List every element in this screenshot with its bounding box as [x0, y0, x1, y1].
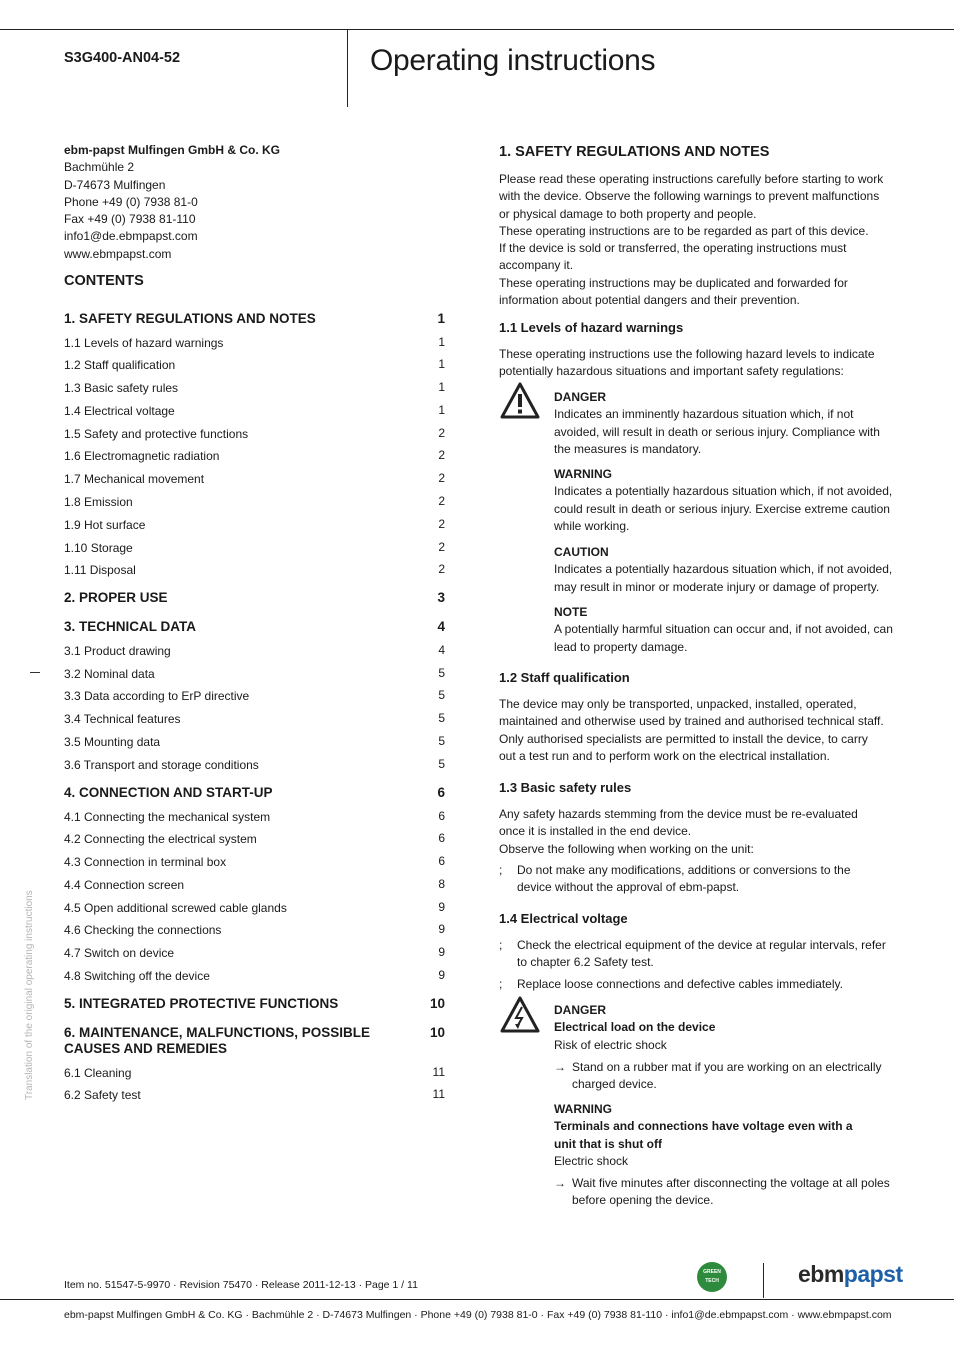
address-city: D-74673 Mulfingen: [64, 177, 166, 192]
s14-bullet1-line2: to chapter 6.2 Safety test.: [517, 955, 654, 970]
address-fax: Fax +49 (0) 7938 81-110: [64, 212, 196, 227]
text-line: Please read these operating instructions carefully before starting to work: [499, 172, 884, 186]
toc-item[interactable]: [64, 380, 451, 396]
text-line: If the device is sold or transferred, the operating instructions must: [499, 241, 847, 256]
toc-item[interactable]: [64, 809, 451, 825]
toc-item-page: 5: [438, 688, 445, 702]
toc-item[interactable]: [64, 335, 451, 351]
toc-item[interactable]: [64, 562, 451, 578]
toc-item[interactable]: [64, 785, 451, 801]
toc-item[interactable]: [64, 688, 451, 704]
address-phone: Phone +49 (0) 7938 81-0: [64, 194, 198, 209]
toc-item[interactable]: [64, 471, 451, 487]
warning-voltage-subtitle1: Terminals and connections have voltage even with a: [554, 1119, 853, 1134]
toc-item-label: 6.1 Cleaning: [64, 1066, 132, 1080]
side-note: Translation of the original operating instructions: [24, 890, 35, 1100]
toc-item-label: 6. MAINTENANCE, MALFUNCTIONS, POSSIBLE CAUSES AND REMEDIES: [64, 1025, 371, 1056]
toc-item[interactable]: [64, 831, 451, 847]
toc-item-label: 4.6 Checking the connections: [64, 923, 222, 937]
toc-item-page: 1: [437, 311, 445, 326]
level-danger: [554, 389, 894, 458]
toc-item-page: 10: [429, 996, 445, 1011]
level-caution-text: Indicates a potentially hazardous situation which, if not avoided, may result in minor or moderate injury or damage of property.: [554, 562, 893, 594]
level-danger-title: DANGER: [554, 390, 607, 404]
company-name: ebm-papst Mulfingen GmbH & Co. KG: [64, 143, 280, 157]
s14-bullet1-line1: Check the electrical equipment of the device at regular intervals, refer: [517, 938, 886, 952]
text-line: These operating instructions may be duplicated and forwarded for: [499, 275, 848, 290]
toc-item-label: 4.7 Switch on device: [64, 946, 175, 960]
text-line: These operating instructions are to be regarded as part of this device.: [499, 223, 869, 238]
toc-item-label: 2. PROPER USE: [64, 590, 168, 605]
toc-item-label: 1.6 Electromagnetic radiation: [64, 449, 220, 463]
toc-item-label: 4.5 Open additional screwed cable glands: [64, 901, 287, 915]
warning-action-line1: Wait five minutes after disconnecting the voltage at all poles: [572, 1176, 890, 1190]
section1-intro: [499, 171, 891, 309]
page-title: Operating instructions: [370, 44, 656, 77]
top-rule: [0, 29, 954, 30]
danger-electrical-title: DANGER: [554, 1003, 607, 1017]
toc-item-page: 9: [438, 945, 445, 959]
toc-item-label: 5. INTEGRATED PROTECTIVE FUNCTIONS: [64, 996, 339, 1011]
toc-item[interactable]: [64, 590, 451, 606]
toc-item[interactable]: [64, 854, 451, 870]
s13-bullet-line2: device without the approval of ebm-papst.: [517, 880, 740, 895]
toc-item[interactable]: [64, 877, 451, 893]
toc-item-label: 3.3 Data according to ErP directive: [64, 689, 250, 703]
toc-item[interactable]: [64, 619, 451, 635]
s13-heading: 1.3 Basic safety rules: [499, 780, 632, 795]
toc-item-page: 5: [438, 666, 445, 680]
text-line: out a test run and to perform work on the electrical installation.: [499, 748, 830, 763]
s13-text: [499, 806, 891, 858]
level-note: [554, 604, 894, 656]
contents-heading: CONTENTS: [64, 273, 144, 289]
s13-bullet-line1: Do not make any modifications, additions or conversions to the: [517, 863, 851, 877]
level-note-text: A potentially harmful situation can occur and, if not avoided, can lead to property damage.: [554, 622, 893, 654]
toc-item-label: 3. TECHNICAL DATA: [64, 619, 197, 634]
s12-heading: 1.2 Staff qualification: [499, 670, 630, 685]
toc-item-page: 2: [438, 562, 445, 576]
toc-item-page: 11: [432, 1087, 445, 1101]
toc-item-label: 3.6 Transport and storage conditions: [64, 758, 259, 772]
s11-intro: [499, 346, 891, 381]
toc-item[interactable]: [64, 494, 451, 510]
text-line: potentially hazardous situations and important safety regulations:: [499, 364, 844, 379]
toc-item[interactable]: [64, 922, 451, 938]
level-warning-text: Indicates a potentially hazardous situation which, if not avoided, could result in death or serious injury. Exercise extreme caution while working.: [554, 484, 893, 533]
arrow-icon: →: [554, 1176, 566, 1190]
toc-item[interactable]: [64, 945, 451, 961]
bullet-mark: ;: [499, 938, 503, 952]
address-email[interactable]: info1@de.ebmpapst.com: [64, 229, 198, 244]
text-line: information about potential dangers and their prevention.: [499, 293, 800, 308]
footer-logo-divider: [763, 1263, 764, 1298]
toc-item[interactable]: [64, 968, 451, 984]
toc-item[interactable]: [64, 900, 451, 916]
item-info: Item no. 51547-5-9970 · Revision 75470 · Release 2011-12-13 · Page 1 / 11: [64, 1279, 418, 1291]
toc-item-label: 1.7 Mechanical movement: [64, 472, 205, 486]
s14-heading: 1.4 Electrical voltage: [499, 911, 628, 926]
text-line: The device may only be transported, unpacked, installed, operated,: [499, 697, 857, 711]
toc-item[interactable]: [64, 426, 451, 442]
green-tech-badge: [697, 1262, 727, 1292]
s12-text: [499, 696, 891, 765]
level-note-title: NOTE: [554, 605, 588, 619]
toc-item-label: 3.5 Mounting data: [64, 735, 161, 749]
text-line: with the device. Observe the following warnings to prevent malfunctions: [499, 189, 880, 204]
s11-heading: 1.1 Levels of hazard warnings: [499, 320, 684, 335]
toc-item[interactable]: [64, 357, 451, 373]
toc-item-page: 4: [437, 619, 445, 634]
toc-item-label: 4.1 Connecting the mechanical system: [64, 810, 271, 824]
text-line: once it is installed in the end device.: [499, 824, 692, 839]
toc-item-page: 5: [438, 757, 445, 771]
toc-item-label: 4.8 Switching off the device: [64, 969, 210, 983]
toc-item[interactable]: [64, 1065, 451, 1081]
toc-item-page: 1: [438, 380, 445, 394]
toc-item[interactable]: [64, 757, 451, 773]
toc-item-page: 8: [438, 877, 445, 891]
warning-action-line2: before opening the device.: [572, 1193, 714, 1208]
toc-item[interactable]: [64, 517, 451, 533]
electric-hazard-icon: [500, 996, 540, 1034]
toc-item-page: 6: [437, 785, 445, 800]
danger-electrical: [554, 1002, 894, 1054]
toc-item-page: 3: [437, 590, 445, 605]
text-line: or physical damage to both property and people.: [499, 206, 757, 221]
level-caution-title: CAUTION: [554, 545, 609, 559]
toc-item-page: 2: [438, 448, 445, 462]
warning-triangle-icon: [500, 382, 540, 420]
text-line: Any safety hazards stemming from the device must be re-evaluated: [499, 807, 858, 821]
toc-item[interactable]: [64, 540, 451, 556]
toc-item-page: 2: [438, 494, 445, 508]
toc-item-label: 4. CONNECTION AND START-UP: [64, 785, 273, 800]
address-street: Bachmühle 2: [64, 160, 135, 175]
level-warning-title: WARNING: [554, 467, 612, 481]
level-danger-text: Indicates an imminently hazardous situation which, if not avoided, will result in death or serious injury. Compliance with the measures is mandatory.: [554, 407, 880, 456]
toc-item[interactable]: [64, 448, 451, 464]
warning-voltage-title: WARNING: [554, 1102, 612, 1116]
toc-item-page: 1: [438, 403, 445, 417]
toc-item-label: 6.2 Safety test: [64, 1088, 141, 1102]
bullet-mark: ;: [499, 863, 503, 877]
header-divider: [347, 29, 348, 107]
footer-contact: ebm-papst Mulfingen GmbH & Co. KG · Bachmühle 2 · D-74673 Mulfingen · Phone +49 (0) 7938 81-0 · Fax +49 (0) 7938 81-110 · info1@de.ebmpapst.com · www.ebmpapst.com: [64, 1309, 892, 1321]
fold-mark: [30, 672, 40, 673]
danger-action-line2: charged device.: [572, 1077, 657, 1092]
toc-item-page: 5: [438, 711, 445, 725]
toc-item-page: 9: [438, 900, 445, 914]
toc-item-page: 1: [438, 357, 445, 371]
toc-item-page: 9: [438, 968, 445, 982]
bullet-mark: ;: [499, 977, 503, 991]
toc-item-label: 3.1 Product drawing: [64, 644, 171, 658]
toc-item-page: 2: [438, 540, 445, 554]
logo-ebm: ebm: [798, 1261, 844, 1287]
toc-item-label: 1.4 Electrical voltage: [64, 404, 175, 418]
toc-item-label: 1.5 Safety and protective functions: [64, 427, 249, 441]
text-line: Only authorised specialists are permitted to install the device, to carry: [499, 731, 868, 746]
warning-voltage-subtitle2: unit that is shut off: [554, 1136, 662, 1151]
level-warning: [554, 466, 894, 535]
toc-item[interactable]: [64, 643, 451, 659]
toc-item-page: 5: [438, 734, 445, 748]
toc-item-label: 4.3 Connection in terminal box: [64, 855, 227, 869]
ebmpapst-logo: [798, 1261, 903, 1288]
footer-rule: [0, 1299, 954, 1300]
toc-item-page: 6: [438, 809, 445, 823]
toc-item-page: 11: [432, 1065, 445, 1079]
toc-item-label: 1.3 Basic safety rules: [64, 381, 179, 395]
section1-heading: 1. SAFETY REGULATIONS AND NOTES: [499, 144, 770, 160]
toc-item[interactable]: [64, 1025, 451, 1057]
text-line: Observe the following when working on the unit:: [499, 841, 754, 856]
s14-bullet2-text: Replace loose connections and defective cables immediately.: [517, 977, 843, 991]
toc-item[interactable]: [64, 403, 451, 419]
toc-item-page: 2: [438, 471, 445, 485]
logo-papst: papst: [843, 1261, 903, 1287]
toc-item-page: 1: [438, 335, 445, 349]
toc-item-page: 4: [438, 643, 445, 657]
toc-item[interactable]: [64, 734, 451, 750]
toc-item-page: 2: [438, 426, 445, 440]
toc-item-label: 4.2 Connecting the electrical system: [64, 832, 257, 846]
model-number: S3G400-AN04-52: [64, 50, 181, 66]
warning-voltage-text: Electric shock: [554, 1153, 629, 1168]
toc-item-page: 2: [438, 517, 445, 531]
danger-electrical-subtitle: Electrical load on the device: [554, 1020, 716, 1035]
toc-item-label: 4.4 Connection screen: [64, 878, 185, 892]
toc-item-label: 1.1 Levels of hazard warnings: [64, 336, 224, 350]
text-line: maintained and otherwise used by trained and authorised technical staff.: [499, 714, 884, 729]
level-caution: [554, 544, 894, 596]
toc-item-page: 6: [438, 854, 445, 868]
toc-item-label: 1.9 Hot surface: [64, 518, 146, 532]
arrow-icon: →: [554, 1060, 566, 1074]
toc-item[interactable]: [64, 996, 451, 1012]
warning-voltage: [554, 1101, 894, 1170]
address-web[interactable]: www.ebmpapst.com: [64, 246, 172, 261]
toc-item-page: 6: [438, 831, 445, 845]
toc-item[interactable]: [64, 1087, 451, 1103]
toc-item[interactable]: [64, 666, 451, 682]
toc-item-label: 3.2 Nominal data: [64, 667, 155, 681]
toc-item-label: 1.8 Emission: [64, 495, 133, 509]
danger-action-line1: Stand on a rubber mat if you are working on an electrically: [572, 1060, 882, 1074]
danger-electrical-text: Risk of electric shock: [554, 1037, 667, 1052]
company-address: [64, 142, 280, 263]
toc-item-label: 1.2 Staff qualification: [64, 358, 176, 372]
toc-item-page: 9: [438, 922, 445, 936]
text-line: These operating instructions use the following hazard levels to indicate: [499, 347, 875, 361]
toc-item[interactable]: [64, 311, 451, 327]
toc-item-page: 10: [429, 1025, 445, 1040]
toc-item-label: 3.4 Technical features: [64, 712, 181, 726]
toc-item-label: 1.11 Disposal: [64, 563, 136, 577]
green-tech-label: GREEN TECH: [703, 1269, 721, 1284]
toc-item-label: 1.10 Storage: [64, 541, 133, 555]
toc-item-label: 1. SAFETY REGULATIONS AND NOTES: [64, 311, 316, 326]
text-line: accompany it.: [499, 258, 574, 273]
toc-item[interactable]: [64, 711, 451, 727]
